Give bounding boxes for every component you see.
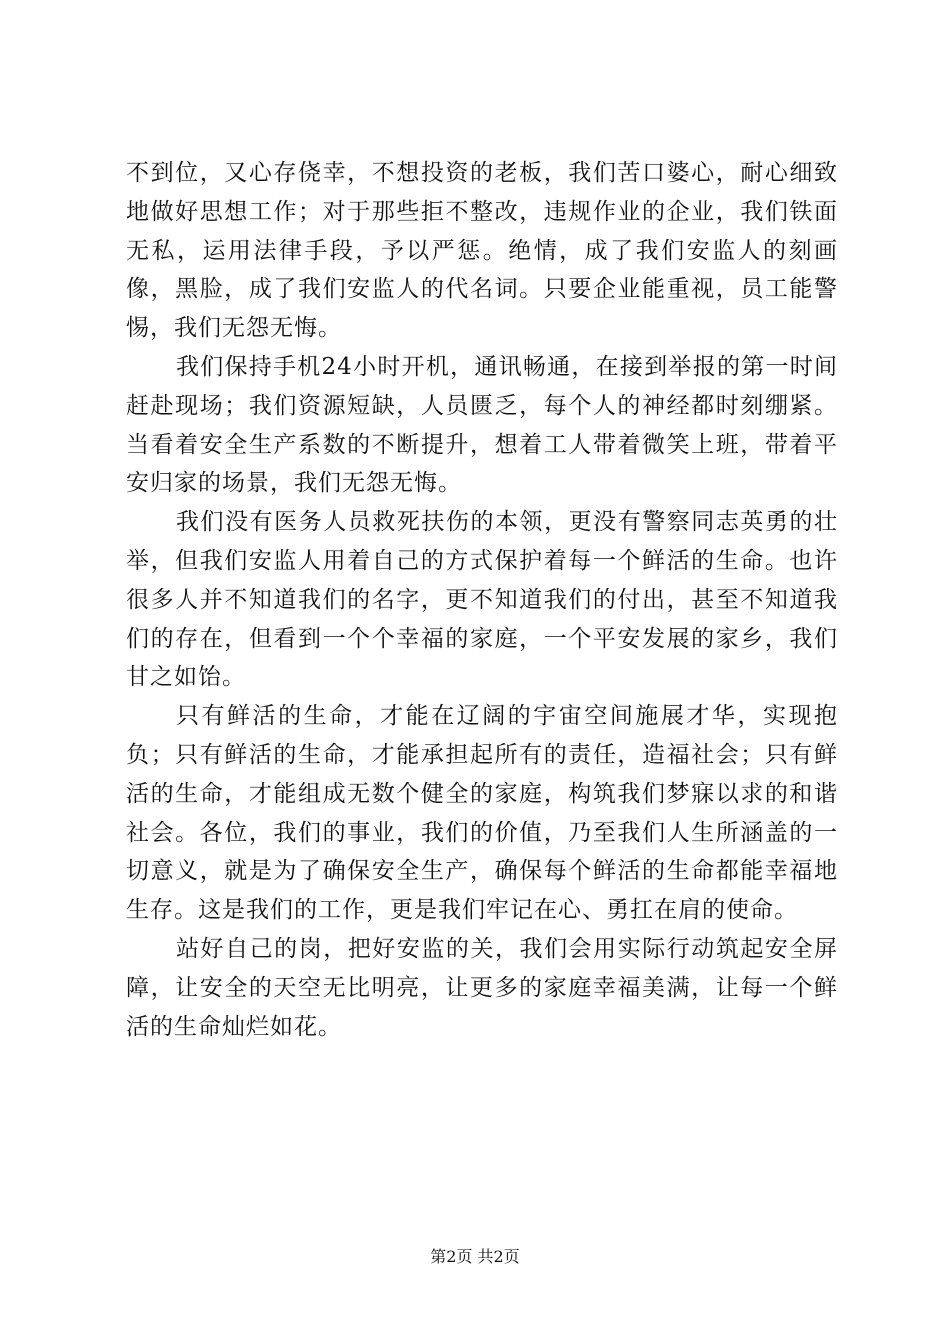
paragraph-continuation: 不到位，又心存侥幸，不想投资的老板，我们苦口婆心，耐心细致地做好思想工作；对于那些拒不整改，违规作业的企业，我们铁面无私，运用法律手段，予以严惩。绝情，成了我们安监人的刻画像，黑脸，成了我们安监人的代名词。只要企业能重视，员工能警惕，我们无怨无悔。 — [126, 160, 838, 342]
paragraph: 只有鲜活的生命，才能在辽阔的宇宙空间施展才华，实现抱负；只有鲜活的生命，才能承担起所有的责任，造福社会；只有鲜活的生命，才能组成无数个健全的家庭，构筑我们梦寐以求的和谐社会。各位，我们的事业，我们的价值，乃至我们人生所涵盖的一切意义，就是为了确保安全生产，确保每个鲜活的生命都能幸福地生存。这是我们的工作，更是我们牢记在心、勇扛在肩的使命。 — [126, 703, 838, 924]
page-footer: 第2页 共2页 — [430, 1247, 520, 1266]
paragraph: 站好自己的岗，把好安监的关，我们会用实际行动筑起安全屏障，让安全的天空无比明亮，让更多的家庭幸福美满，让每一个鲜活的生命灿烂如花。 — [126, 935, 838, 1040]
document-body — [126, 154, 838, 1046]
paragraph: 我们没有医务人员救死扶伤的本领，更没有警察同志英勇的壮举，但我们安监人用着自己的方式保护着每一个鲜活的生命。也许很多人并不知道我们的名字，更不知道我们的付出，甚至不知道我们的存在，但看到一个个幸福的家庭，一个平安发展的家乡，我们甘之如饴。 — [126, 509, 838, 691]
paragraph: 我们保持手机24小时开机，通讯畅通，在接到举报的第一时间赶赴现场；我们资源短缺，人员匮乏，每个人的神经都时刻绷紧。当看着安全生产系数的不断提升，想着工人带着微笑上班，带着平安归家的场景，我们无怨无悔。 — [126, 353, 838, 497]
